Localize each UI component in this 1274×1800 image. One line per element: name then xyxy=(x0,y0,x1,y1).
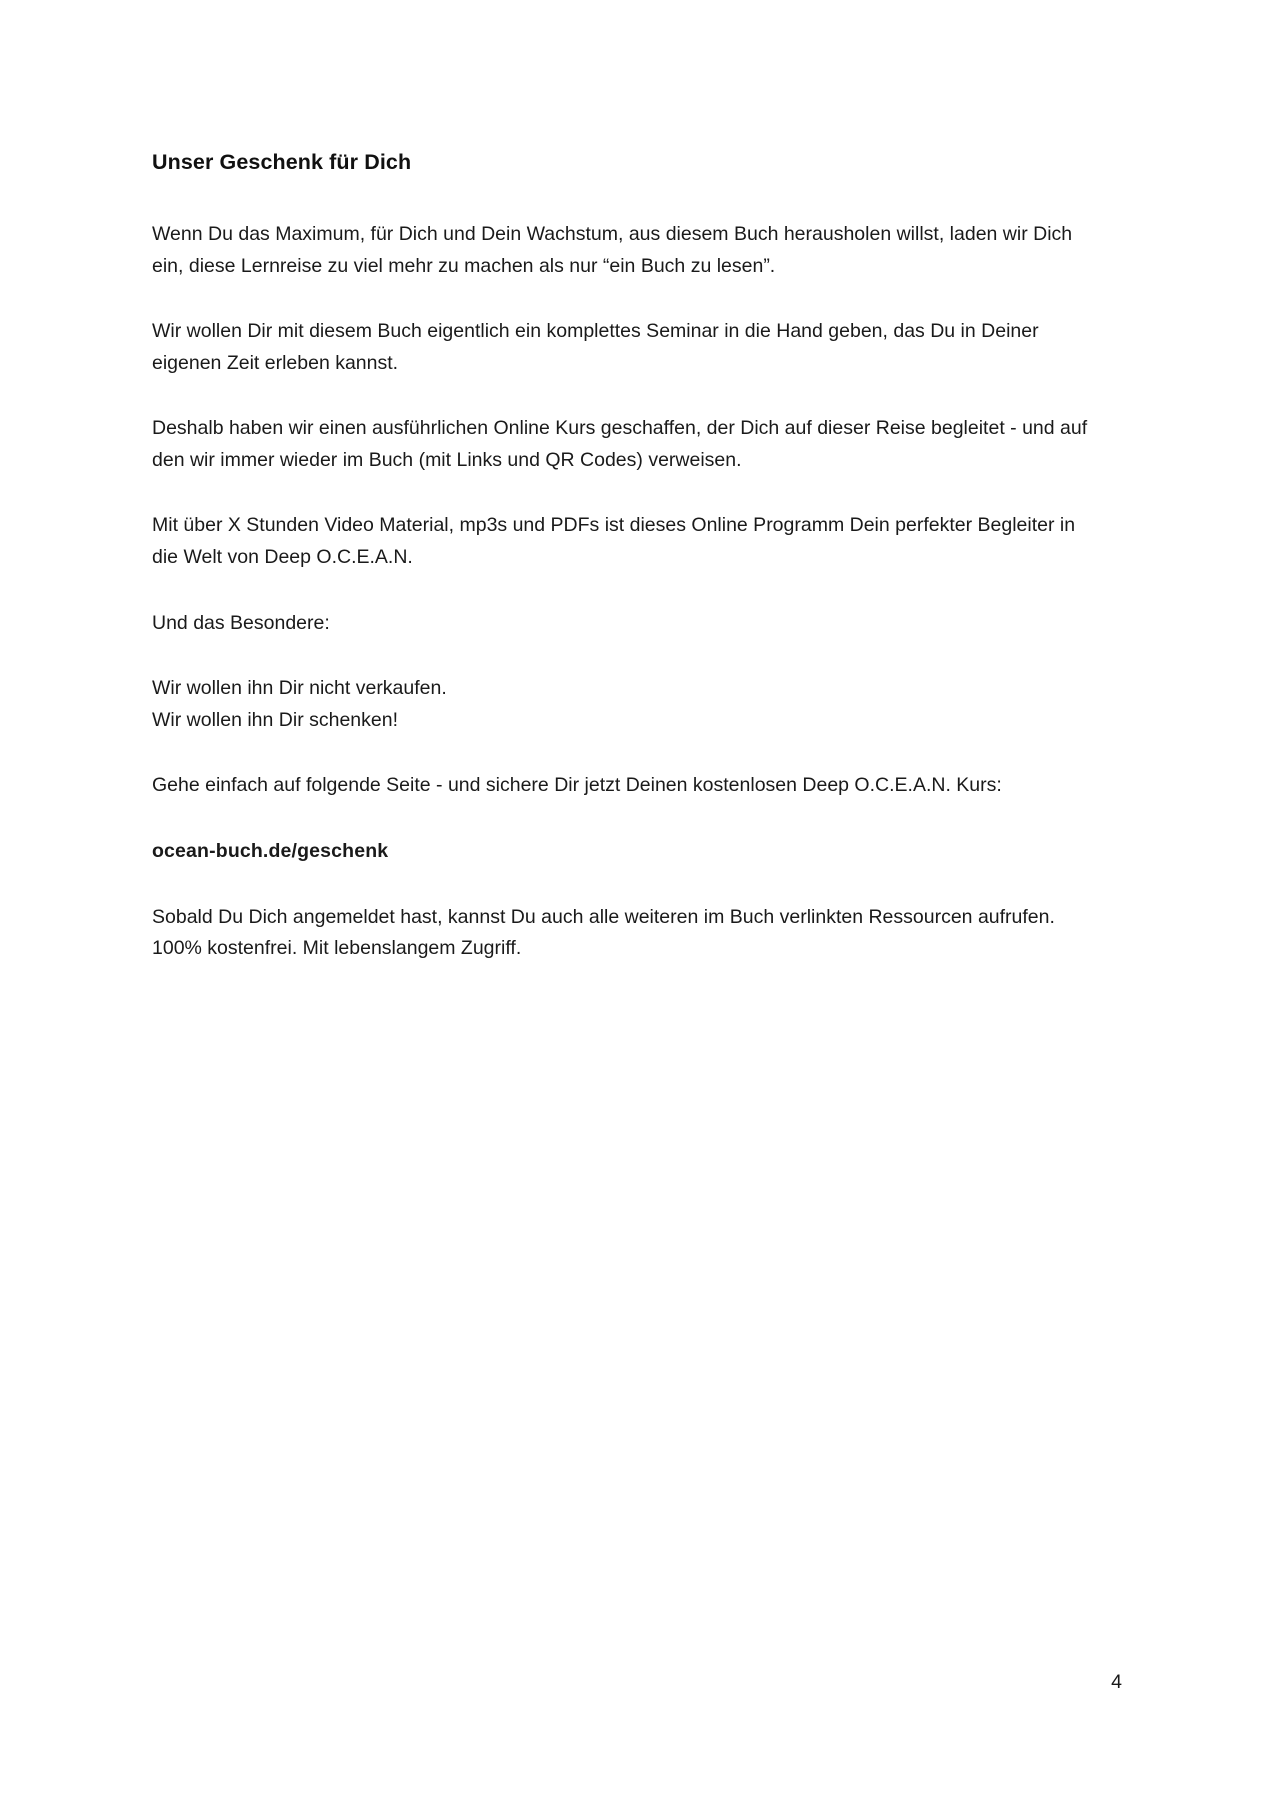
page-number: 4 xyxy=(1111,1670,1122,1693)
paragraph-online-kurs: Deshalb haben wir einen ausführlichen Online Kurs geschaffen, der Dich auf dieser Reise begleitet - und auf den wir immer wieder im Buch (mit Links und QR Codes) verweisen. xyxy=(152,417,1088,471)
paragraph-besondere: Und das Besondere: xyxy=(152,611,330,634)
paragraph-intro: Wenn Du das Maximum, für Dich und Dein Wachstum, aus diesem Buch herausholen willst, laden wir Dich ein, diese Lernreise zu viel mehr zu machen als nur “ein Buch zu lesen”. xyxy=(152,223,1073,277)
paragraph-video-material: Mit über X Stunden Video Material, mp3s und PDFs ist dieses Online Programm Dein perfekter Begleiter in die Welt von Deep O.C.E.A.N. xyxy=(152,514,1076,569)
gift-line-sell: Wir wollen ihn Dir nicht verkaufen. xyxy=(152,677,447,700)
paragraph-seminar: Wir wollen Dir mit diesem Buch eigentlich ein komplettes Seminar in die Hand geben, das Du in Deiner eigenen Zeit erleben kannst. xyxy=(152,320,1039,374)
course-link[interactable]: ocean-buch.de/geschenk xyxy=(152,839,389,862)
page-title: Unser Geschenk für Dich xyxy=(152,150,412,174)
paragraph-closing: Sobald Du Dich angemeldet hast, kannst Du auch alle weiteren im Buch verlinkten Ressourcen aufrufen. 100% kostenfrei. Mit lebenslangem Zugriff. xyxy=(152,905,1055,960)
document-body xyxy=(152,148,1112,999)
paragraph-call-to-action: Gehe einfach auf folgende Seite - und sichere Dir jetzt Deinen kostenlosen Deep O.C.E.A.N. Kurs: xyxy=(152,774,1002,797)
gift-line-give: Wir wollen ihn Dir schenken! xyxy=(152,708,399,731)
